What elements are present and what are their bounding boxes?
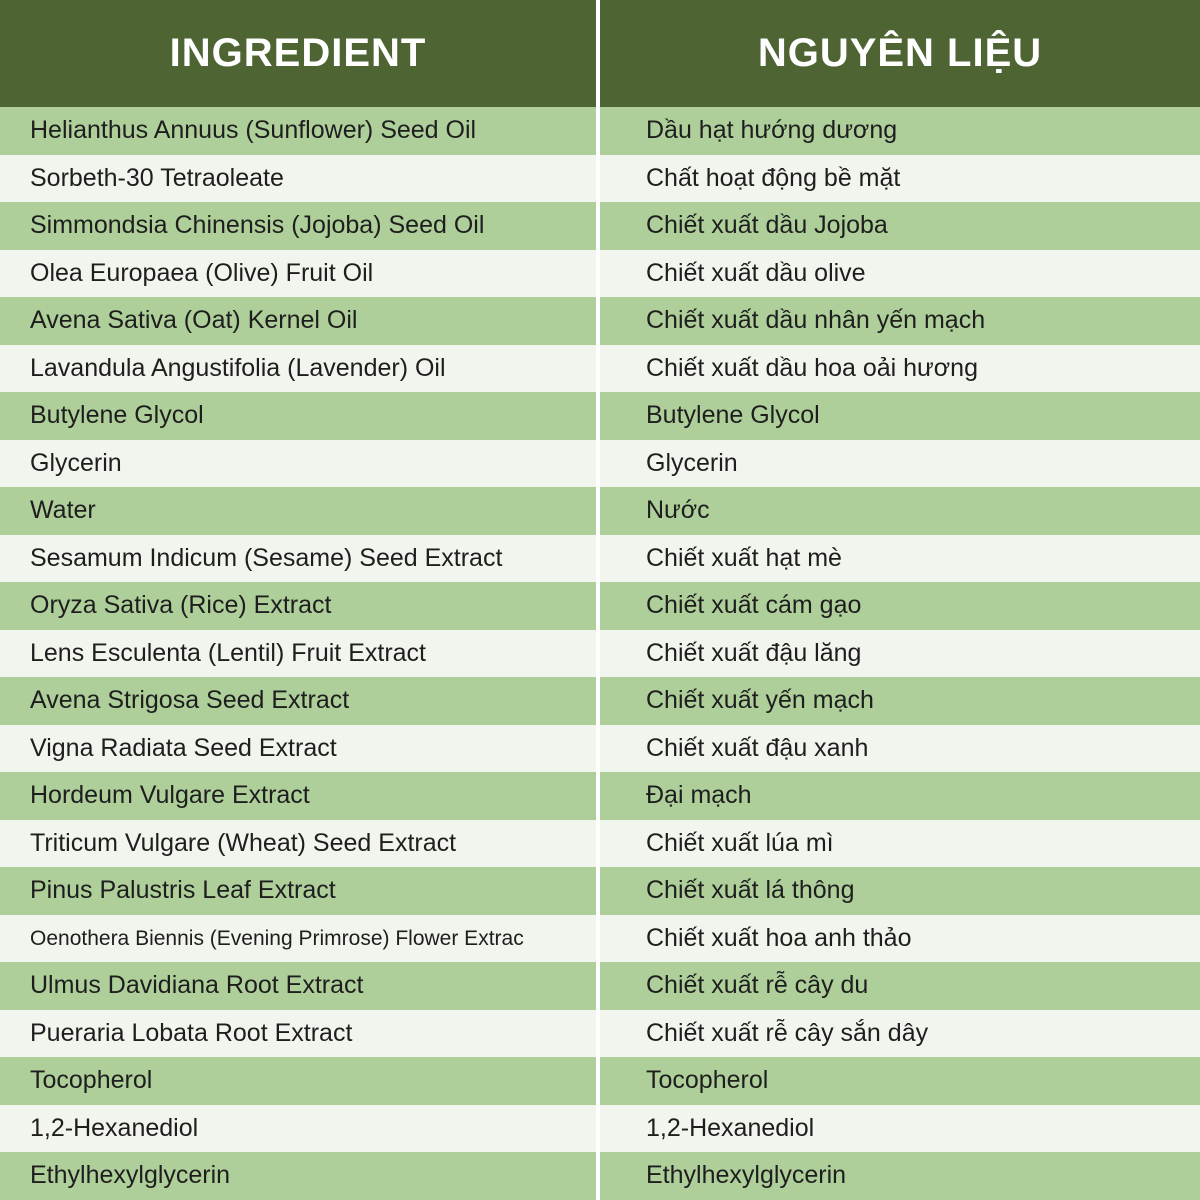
cell-nguyen-lieu: Chiết xuất rễ cây sắn dây xyxy=(600,1010,1200,1058)
cell-ingredient: Triticum Vulgare (Wheat) Seed Extract xyxy=(0,820,600,868)
column-header-nguyen-lieu: NGUYÊN LIỆU xyxy=(600,0,1200,107)
table-row xyxy=(0,1057,1200,1105)
cell-nguyen-lieu: Chiết xuất dầu nhân yến mạch xyxy=(600,297,1200,345)
table-row xyxy=(0,202,1200,250)
table-row xyxy=(0,582,1200,630)
cell-ingredient: Sorbeth-30 Tetraoleate xyxy=(0,155,600,203)
cell-ingredient: Butylene Glycol xyxy=(0,392,600,440)
cell-ingredient: Simmondsia Chinensis (Jojoba) Seed Oil xyxy=(0,202,600,250)
cell-ingredient: Pueraria Lobata Root Extract xyxy=(0,1010,600,1058)
table-row xyxy=(0,915,1200,963)
cell-nguyen-lieu: Dầu hạt hướng dương xyxy=(600,107,1200,155)
cell-ingredient: Avena Strigosa Seed Extract xyxy=(0,677,600,725)
cell-nguyen-lieu: 1,2-Hexanediol xyxy=(600,1105,1200,1153)
cell-ingredient: Water xyxy=(0,487,600,535)
cell-ingredient: Helianthus Annuus (Sunflower) Seed Oil xyxy=(0,107,600,155)
cell-nguyen-lieu: Chiết xuất đậu xanh xyxy=(600,725,1200,773)
table-row xyxy=(0,1152,1200,1200)
table-row xyxy=(0,962,1200,1010)
cell-ingredient: Olea Europaea (Olive) Fruit Oil xyxy=(0,250,600,298)
table-row xyxy=(0,345,1200,393)
cell-nguyen-lieu: Chiết xuất cám gạo xyxy=(600,582,1200,630)
table-row xyxy=(0,725,1200,773)
cell-ingredient: 1,2-Hexanediol xyxy=(0,1105,600,1153)
table-row xyxy=(0,392,1200,440)
table-row xyxy=(0,487,1200,535)
table-row xyxy=(0,440,1200,488)
table-body xyxy=(0,107,1200,1200)
cell-nguyen-lieu: Chiết xuất rễ cây du xyxy=(600,962,1200,1010)
table-row xyxy=(0,1105,1200,1153)
table-row xyxy=(0,772,1200,820)
cell-nguyen-lieu: Chiết xuất đậu lăng xyxy=(600,630,1200,678)
table-row xyxy=(0,107,1200,155)
column-header-ingredient: INGREDIENT xyxy=(0,0,600,107)
cell-ingredient: Lavandula Angustifolia (Lavender) Oil xyxy=(0,345,600,393)
table-row xyxy=(0,1010,1200,1058)
cell-nguyen-lieu: Chiết xuất dầu hoa oải hương xyxy=(600,345,1200,393)
cell-nguyen-lieu: Butylene Glycol xyxy=(600,392,1200,440)
cell-nguyen-lieu: Chất hoạt động bề mặt xyxy=(600,155,1200,203)
table-row xyxy=(0,250,1200,298)
table-row xyxy=(0,630,1200,678)
cell-ingredient: Hordeum Vulgare Extract xyxy=(0,772,600,820)
table-row xyxy=(0,297,1200,345)
cell-nguyen-lieu: Tocopherol xyxy=(600,1057,1200,1105)
cell-ingredient: Glycerin xyxy=(0,440,600,488)
cell-nguyen-lieu: Chiết xuất hạt mè xyxy=(600,535,1200,583)
table-row xyxy=(0,155,1200,203)
cell-ingredient: Tocopherol xyxy=(0,1057,600,1105)
table-header-row xyxy=(0,0,1200,107)
cell-nguyen-lieu: Ethylhexylglycerin xyxy=(600,1152,1200,1200)
cell-ingredient: Avena Sativa (Oat) Kernel Oil xyxy=(0,297,600,345)
cell-nguyen-lieu: Chiết xuất lúa mì xyxy=(600,820,1200,868)
cell-ingredient: Lens Esculenta (Lentil) Fruit Extract xyxy=(0,630,600,678)
cell-ingredient: Oenothera Biennis (Evening Primrose) Flower Extrac xyxy=(0,915,600,963)
cell-ingredient: Pinus Palustris Leaf Extract xyxy=(0,867,600,915)
cell-nguyen-lieu: Đại mạch xyxy=(600,772,1200,820)
cell-ingredient: Sesamum Indicum (Sesame) Seed Extract xyxy=(0,535,600,583)
cell-ingredient: Ethylhexylglycerin xyxy=(0,1152,600,1200)
table-row xyxy=(0,867,1200,915)
cell-nguyen-lieu: Chiết xuất hoa anh thảo xyxy=(600,915,1200,963)
cell-nguyen-lieu: Chiết xuất dầu Jojoba xyxy=(600,202,1200,250)
cell-nguyen-lieu: Glycerin xyxy=(600,440,1200,488)
table-row xyxy=(0,535,1200,583)
cell-ingredient: Vigna Radiata Seed Extract xyxy=(0,725,600,773)
cell-nguyen-lieu: Chiết xuất yến mạch xyxy=(600,677,1200,725)
cell-nguyen-lieu: Nước xyxy=(600,487,1200,535)
cell-nguyen-lieu: Chiết xuất lá thông xyxy=(600,867,1200,915)
table-row xyxy=(0,820,1200,868)
cell-nguyen-lieu: Chiết xuất dầu olive xyxy=(600,250,1200,298)
table-row xyxy=(0,677,1200,725)
cell-ingredient: Ulmus Davidiana Root Extract xyxy=(0,962,600,1010)
cell-ingredient: Oryza Sativa (Rice) Extract xyxy=(0,582,600,630)
